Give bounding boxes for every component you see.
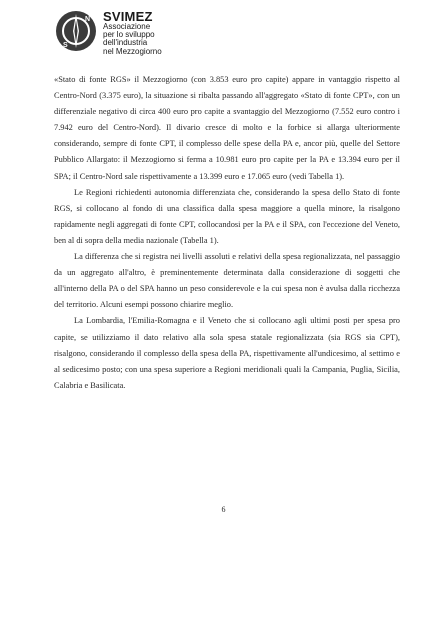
logo-text — [103, 10, 162, 56]
logo-name: SVIMEZ — [103, 9, 153, 24]
paragraph-2: Le Regioni richiedenti autonomia differenziata che, considerando la spesa dello Stato di fonte RGS, si collocano al fondo di una classifica dalla spesa maggiore a quella minore, la risalgono rapidamente negli aggregati di fonte CPT, collocandosi per la PA e il SPA, con l'eccezione del Veneto, ben al di sopra della media nazionale (Tabella 1). — [54, 187, 400, 245]
logo-subtitle-line-2: per lo sviluppo — [103, 30, 155, 40]
logo-subtitle-line-1: Associazione — [103, 22, 151, 31]
logo-subtitle-line-4: nel Mezzogiorno — [103, 46, 162, 56]
paragraph-4: La Lombardia, l'Emilia-Romagna e il Veneto che si collocano agli ultimi posti per spesa pro capite, se utilizziamo il dato relativo alla sola spesa statale regionalizzata (sia RGS sia CPT), risalgono, considerando il complesso della spesa della PA, rispettivamente all'undicesimo, al settimo e al sedicesimo posto; con una spesa superiore a Regioni meridionali quali la Campania, Puglia, Sicilia, Calabria e Basilicata. — [54, 316, 400, 390]
paragraph-3: La differenza che si registra nei livelli assoluti e relativi della spesa regionalizzata, nel passaggio da un aggregato all'altro, è preminentemente determinata dalla considerazione di soggetti che all'interno della PA o del SPA hanno un peso considerevole e la cui spesa non è avulsa dalla ricchezza del territorio. Alcuni esempi possono chiarire meglio. — [54, 252, 400, 310]
svimez-logo — [55, 10, 162, 56]
logo-compass-n: N — [85, 16, 91, 23]
logo-subtitle-line-3: dell'industria — [103, 38, 148, 48]
logo-compass-s: S — [63, 42, 68, 49]
page-number: 6 — [221, 505, 226, 514]
compass-logo-icon — [55, 10, 97, 52]
paragraph-1: «Stato di fonte RGS» il Mezzogiorno (con 3.853 euro pro capite) appare in vantaggio rispetto al Centro-Nord (3.375 euro), la situazione si ribalta passando all'aggregato «Stato di fonte CPT», con un differenziale negativo di circa 400 euro pro capite a svantaggio del Mezzogiorno (7.552 euro contro i 7.942 euro del Centro-Nord). Il divario cresce di molto e la forbice si allarga ulteriormente considerando, sempre di fonte CPT, il complesso delle spese della PA e, ancor più, quelle del Settore Pubblico Allargato: il Mezzogiorno si ferma a 10.981 euro pro capite per la PA e 13.394 euro per il SPA; il Centro-Nord sale rispettivamente a 13.399 euro e 17.065 euro (vedi Tabella 1). — [54, 75, 400, 181]
document-body — [54, 72, 400, 394]
